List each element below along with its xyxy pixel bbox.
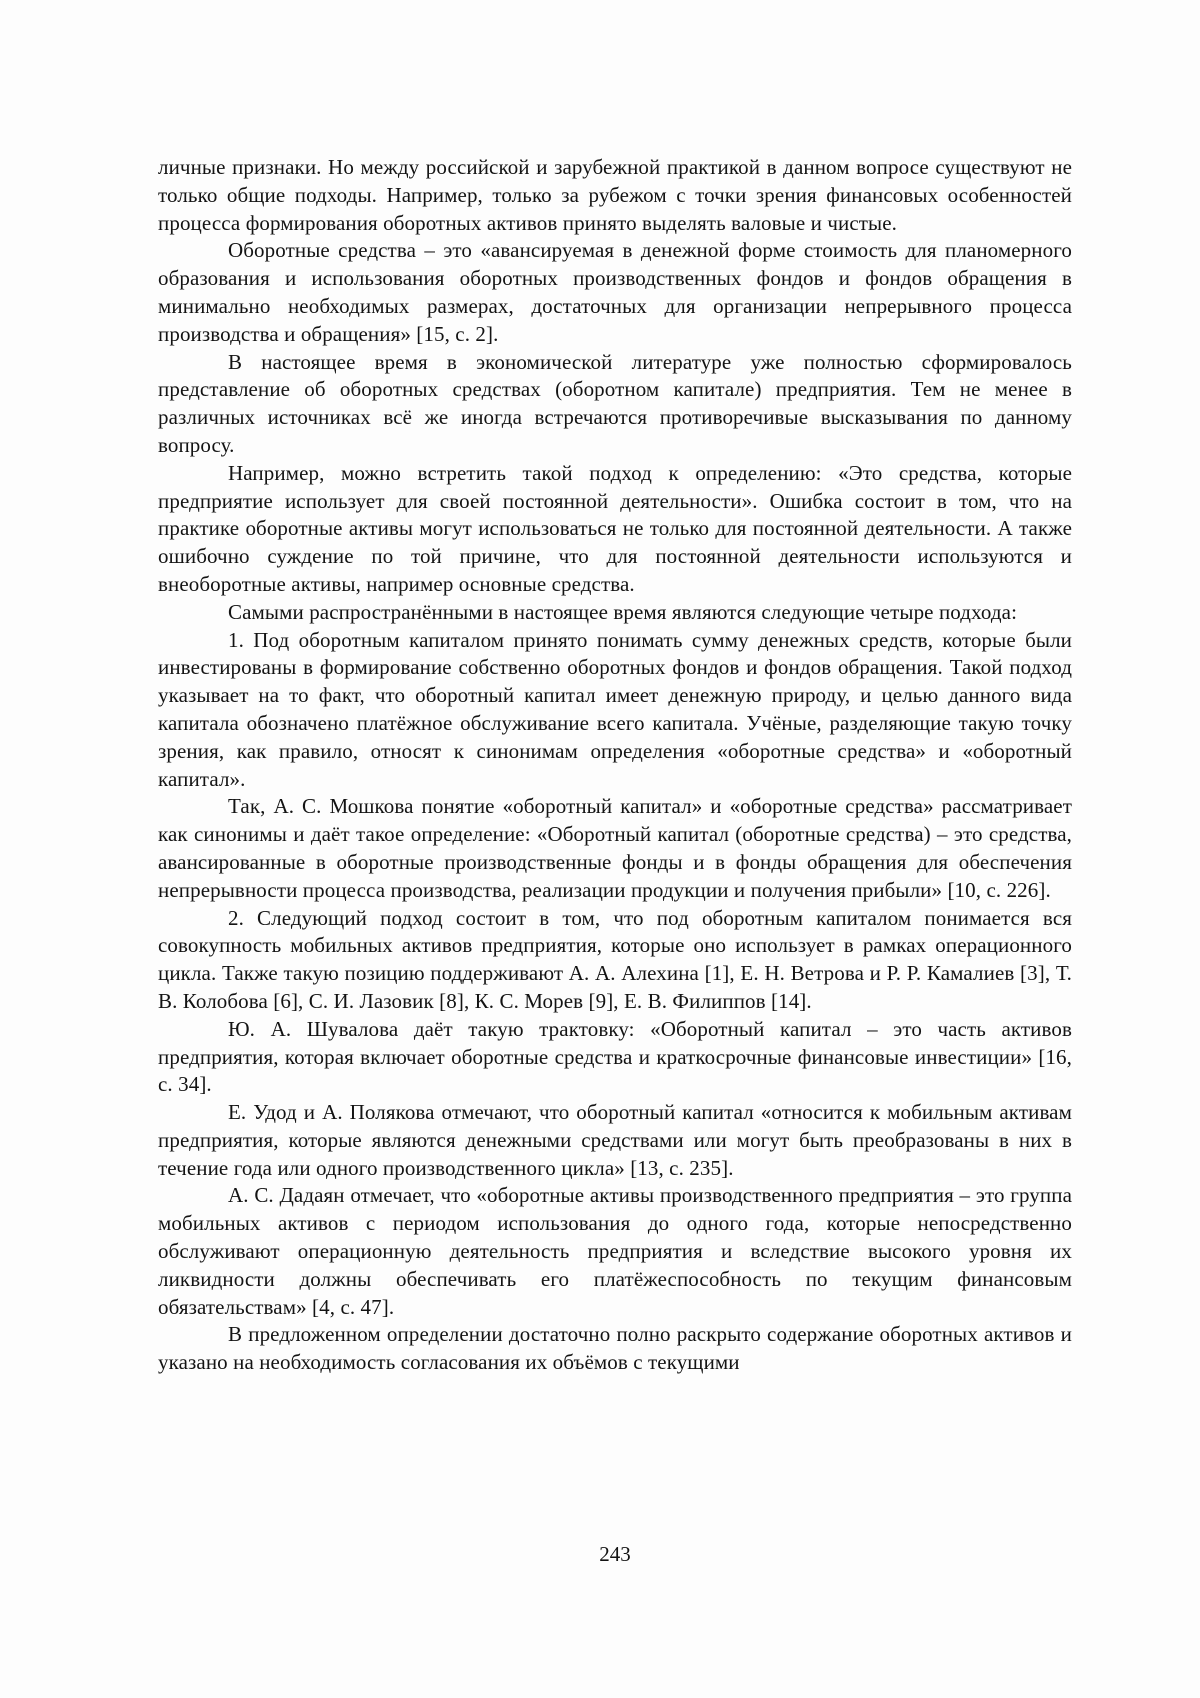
paragraph: В настоящее время в экономической литературе уже полностью сформировалось представление об оборотных средствах (оборотном капитале) предприятия. Тем не менее в различных источниках всё же иногда встречаются противоречивые высказывания по данному вопросу.	[158, 349, 1072, 457]
paragraph: А. С. Дадаян отмечает, что «оборотные активы производственного предприятия – это группа мобильных активов с периодом использования до одного года, которые непосредственно обслуживают операционную деятельность предприятия и вследствие высокого уровня их ликвидности должны обеспечивать его платёжеспособность по текущим финансовым обязательствам» [4, с. 47].	[158, 1183, 1072, 1319]
paragraph: 2. Следующий подход состоит в том, что под оборотным капиталом понимается вся совокупность мобильных активов предприятия, которые оно использует в рамках операционного цикла. Также такую позицию поддерживают А. А. Алехина [1], Е. Н. Ветрова и Р. Р. Камалиев [3], Т. В. Колобова [6], С. И. Лазовик [8], К. С. Морев [9], Е. В. Филиппов [14].	[158, 905, 1072, 1013]
paragraph: Самыми распространёнными в настоящее время являются следующие четыре подхода:	[228, 599, 1018, 624]
paragraph: Так, А. С. Мошкова понятие «оборотный капитал» и «оборотные средства» рассматривает как синонимы и даёт такое определение: «Оборотный капитал (оборотные средства) – это средства, авансированные в оборотные производственные фонды и в фонды обращения для обеспечения непрерывности процесса производства, реализации продукции и получения прибыли» [10, с. 226].	[158, 794, 1072, 902]
paragraph: Ю. А. Шувалова даёт такую трактовку: «Оборотный капитал – это часть активов предприятия, которая включает оборотные средства и краткосрочные финансовые инвестиции» [16, с. 34].	[158, 1016, 1072, 1097]
paragraph: Оборотные средства – это «авансируемая в денежной форме стоимость для планомерного образования и использования оборотных производственных фондов и фондов обращения в минимально необходимых размерах, достаточных для организации непрерывного процесса производства и обращения» [15, с. 2].	[158, 238, 1072, 346]
body-text	[158, 154, 1072, 1377]
paragraph: 1. Под оборотным капиталом принято понимать сумму денежных средств, которые были инвестированы в формирование собственно оборотных фондов и фондов обращения. Такой подход указывает на то факт, что оборотный капитал имеет денежную природу, и целью данного вида капитала обозначено платёжное обслуживание всего капитала. Учёные, разделяющие такую точку зрения, как правило, относят к синонимам определения «оборотные средства» и «оборотный капитал».	[158, 627, 1072, 791]
paragraph: В предложенном определении достаточно полно раскрыто содержание оборотных активов и указано на необходимость согласования их объёмов с текущими	[158, 1322, 1072, 1375]
paragraph: Например, можно встретить такой подход к определению: «Это средства, которые предприятие использует для своей постоянной деятельности». Ошибка состоит в том, что на практике оборотные активы могут использоваться не только для постоянной деятельности. А также ошибочно суждение по той причине, что для постоянной деятельности используются и внеоборотные активы, например основные средства.	[158, 460, 1072, 596]
page-number: 243	[599, 1542, 631, 1566]
paragraph: личные признаки. Но между российской и зарубежной практикой в данном вопросе существуют не только общие подходы. Например, только за рубежом с точки зрения финансовых особенностей процесса формирования оборотных активов принято выделять валовые и чистые.	[158, 155, 1072, 235]
paragraph: Е. Удод и А. Полякова отмечают, что оборотный капитал «относится к мобильным активам предприятия, которые являются денежными средствами или могут быть преобразованы в них в течение года или одного производственного цикла» [13, с. 235].	[158, 1100, 1072, 1180]
